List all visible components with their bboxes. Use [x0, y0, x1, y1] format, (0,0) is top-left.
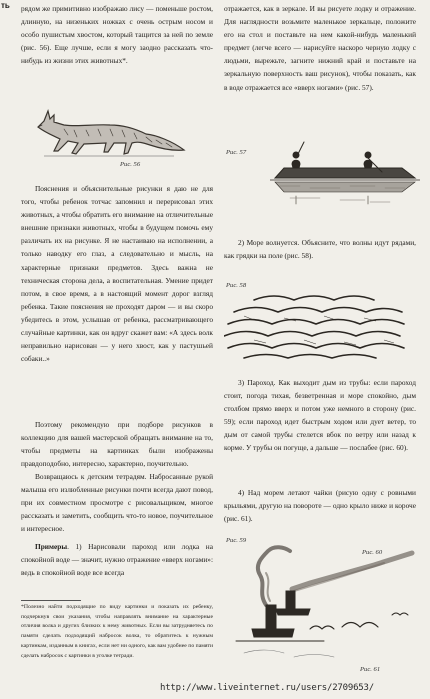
caption-fig-61: Рис. 61	[360, 666, 381, 673]
boat-illustration	[270, 138, 420, 220]
paragraph-sea: 2) Море волнуется. Объясните, что волны идут рядами, как грядки на поле (рис. 58).	[224, 238, 416, 261]
fox-illustration	[34, 103, 186, 159]
paragraph-notebooks: Возвращаюсь к детским тетрадям. Набросанные рукой малыша его излюбленные рисунки почти всегда дают повод, при их совместном просмотре с рисовальщиком, многое рассказать и заметить, сообщить что-то новое, поучительное и интересное.	[21, 472, 213, 534]
left-column-middle	[21, 182, 213, 414]
paragraph-gulls: 4) Над морем летают чайки (рисую одну с ровными крыльями, другую на повороте — одно крыло ниже и короче (рис. 61).	[224, 488, 416, 524]
right-column-gulls	[224, 486, 416, 526]
right-column-top	[224, 2, 416, 122]
paragraph-recommend: Поэтому рекомендую при подборе рисунков в коллекцию для вашей мастерской обращать внимание на то, чтобы предметы на картинках были изображены правдоподобно, интересно, характерно, поучительно.	[21, 420, 213, 469]
left-column-recommend	[21, 418, 213, 470]
left-column-notebooks	[21, 470, 213, 536]
waves-illustration	[224, 288, 412, 366]
watermark-url[interactable]: http://www.liveinternet.ru/users/2709653/	[160, 683, 374, 693]
right-column-sea	[224, 236, 416, 266]
caption-fig-60: Рис. 60	[362, 549, 383, 556]
paragraph-reflection: отражается, как в зеркале. И вы рисуете лодку и отражение. Для наглядности возьмите маленькое зеркальце, положите его на стол и поставьте на нем какой-нибудь маленький предмет (легче всего — нарисуйте наскоро черную лодку с людьми, вырежьте, загните нижний край и поставьте на зеркальную поверхность ваш рисунок), чтобы показать, как в воде отражается все «вверх ногами» (рис. 57).	[224, 4, 416, 92]
paragraph-steamer: 3) Пароход. Как выходит дым из трубы: если пароход стоит, погода тихая, безветренная и море спокойно, дым столбом прямо вверх и потом уже немного в сторону (рис. 59); если пароход идет быстрым ходом или дует ветер, то дым от самой трубы стелется вбок по ветру или назад к корме. У трубы он погуще, а дальше — послабее (рис. 60).	[224, 378, 416, 453]
footnote: *Полезно найти подходящие по виду картинки и показать их ребенку, подчеркнув свои указания, чтобы направлять внимание на характерные отличия волка и других близких к нему животных. Если вы затрудняетесь по памяти сделать подходящий набросок волка, то обратитесь к нужным картинкам, изданным в книгах, если нет ни одного, как вам удобнее по памяти сделать набросок с картинки в уголке тетради.	[21, 604, 213, 659]
examples-text: . 1) Нарисовали пароход или лодка на спокойной воде — значит, нужно отражение «вверх ногами»: ведь в спокойной воде все всегда	[21, 542, 213, 578]
examples-heading: Примеры	[35, 542, 68, 551]
caption-fig-58: Рис. 58	[226, 282, 247, 289]
right-column-steamer	[224, 376, 416, 484]
caption-fig-59: Рис. 59	[226, 537, 247, 544]
left-column	[21, 2, 213, 84]
paragraph-explanations: Пояснения и объяснительные рисунки я даю не для того, чтобы ребенок тотчас запомнил и перерисовал этих животных, а чтобы обратить его внимание на отличительные внешние признаки животных, чтобы в будущем помочь ему различать их на рисунке. Я не настаиваю на исполнении, а только наводку его глаз, а следовательно и мысль, на характерные признаки предметов. Здесь важна не техническая сторона дела, а воспитательная. Умение придет потом, в свое время, а в настоящий момент дорог взгляд ребенка. Такие пояснения не проходят даром — и вы скоро убедитесь в этом, услышав от ребенка, рассматривающего случайные картинки, как он вдруг скажет вам: «А здесь волк неправильно нарисован — у него хвост, как у пастушьей собаки..»	[21, 184, 213, 364]
footnote-rule	[21, 600, 81, 601]
caption-fig-56: Рис. 56	[120, 161, 141, 168]
steamer-smoke-illustration	[224, 545, 420, 670]
page-marker: ть	[1, 1, 10, 10]
left-column-examples	[21, 540, 213, 592]
paragraph-fox: рядом же примитивно изображаю лису — поменьше ростом, длинную, на низеньких ножках с очень острым носом и особо пушистым хвостом, который тащится за ней по земле (рис. 56). Еще лучше, если я могу заодно рассказать что-нибудь из жизни этих животных*.	[21, 4, 213, 66]
caption-fig-57: Рис. 57	[226, 149, 247, 156]
paragraph-examples	[21, 540, 213, 579]
